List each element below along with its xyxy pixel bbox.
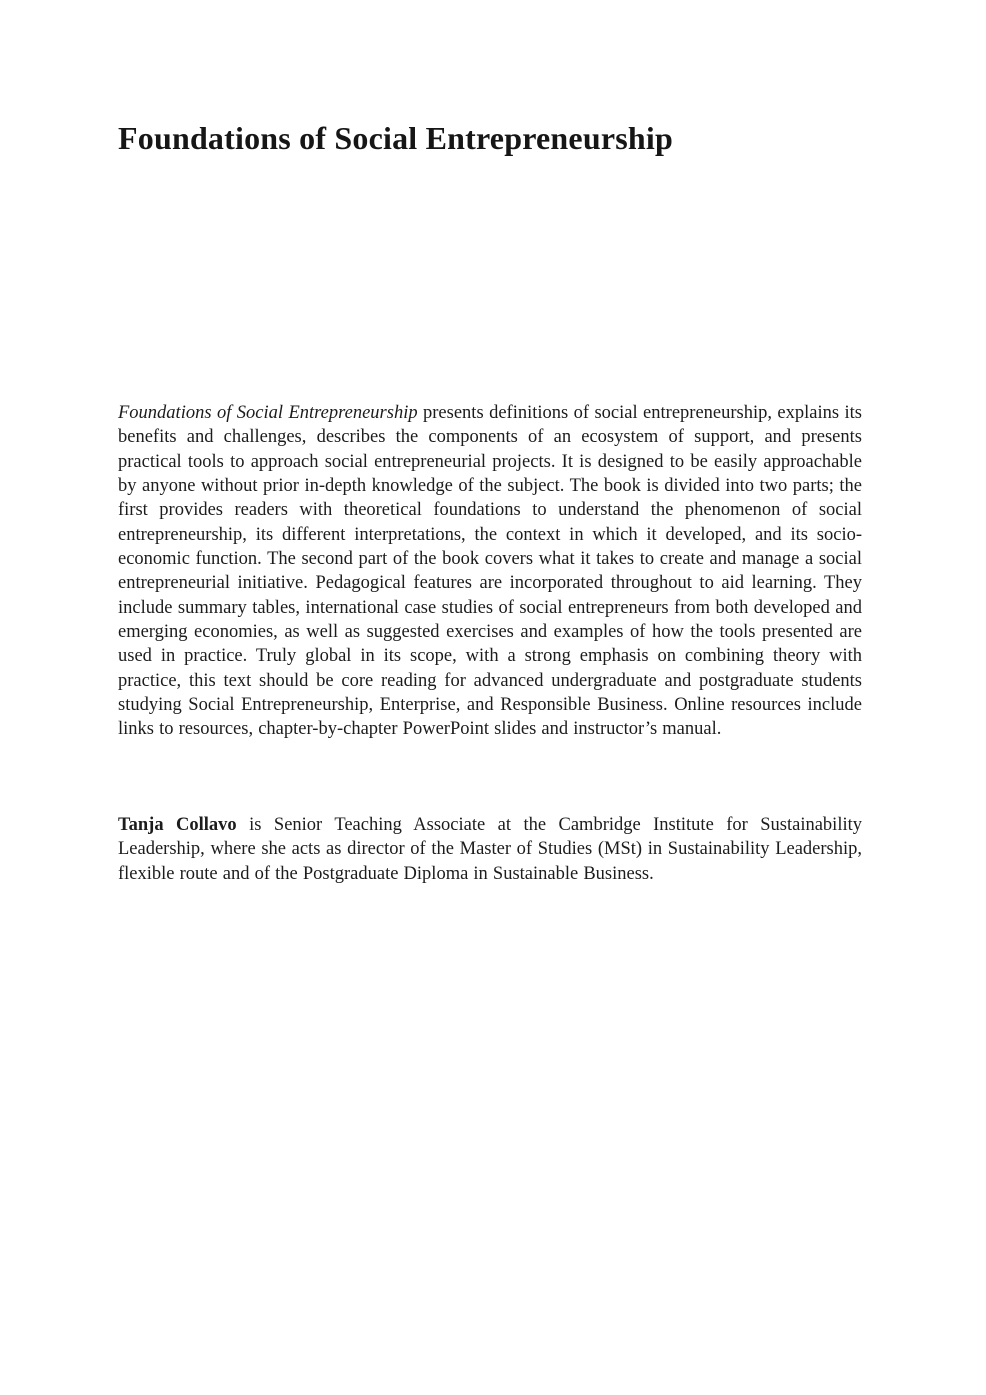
book-description-paragraph [118, 401, 862, 742]
book-description-text: presents definitions of social entrepreneurship, explains its benefits and challenges, describes the components of an ecosystem of support, and presents practical tools to approach social entrepreneurial projects. It is designed to be easily approachable by anyone without prior in-depth knowledge of the subject. The book is divided into two parts; the first provides readers with theoretical foundations to understand the phenomenon of social entrepreneurship, its different interpretations, the context in which it developed, and its socio-economic function. The second part of the book covers what it takes to create and manage a social entrepreneurial initiative. Pedagogical features are incorporated throughout to aid learning. They include summary tables, international case studies of social entrepreneurs from both developed and emerging economies, as well as suggested exercises and examples of how the tools presented are used in practice. Truly global in its scope, with a strong emphasis on combining theory with practice, this text should be core reading for advanced undergraduate and postgraduate students studying Social Entrepreneurship, Enterprise, and Responsible Business. Online resources include links to resources, chapter-by-chapter PowerPoint slides and instructor’s manual. [118, 403, 862, 740]
book-title-italic-lead: Foundations of Social Entrepreneurship [118, 403, 418, 423]
book-title: Foundations of Social Entrepreneurship [118, 120, 673, 156]
author-name: Tanja Collavo [118, 815, 237, 835]
author-bio-paragraph [118, 813, 862, 886]
author-bio-text: is Senior Teaching Associate at the Cambridge Institute for Sustainability Leadership, where she acts as director of the Master of Studies (MSt) in Sustainability Leadership, flexible route and of the Postgraduate Diploma in Sustainable Business. [118, 815, 862, 884]
